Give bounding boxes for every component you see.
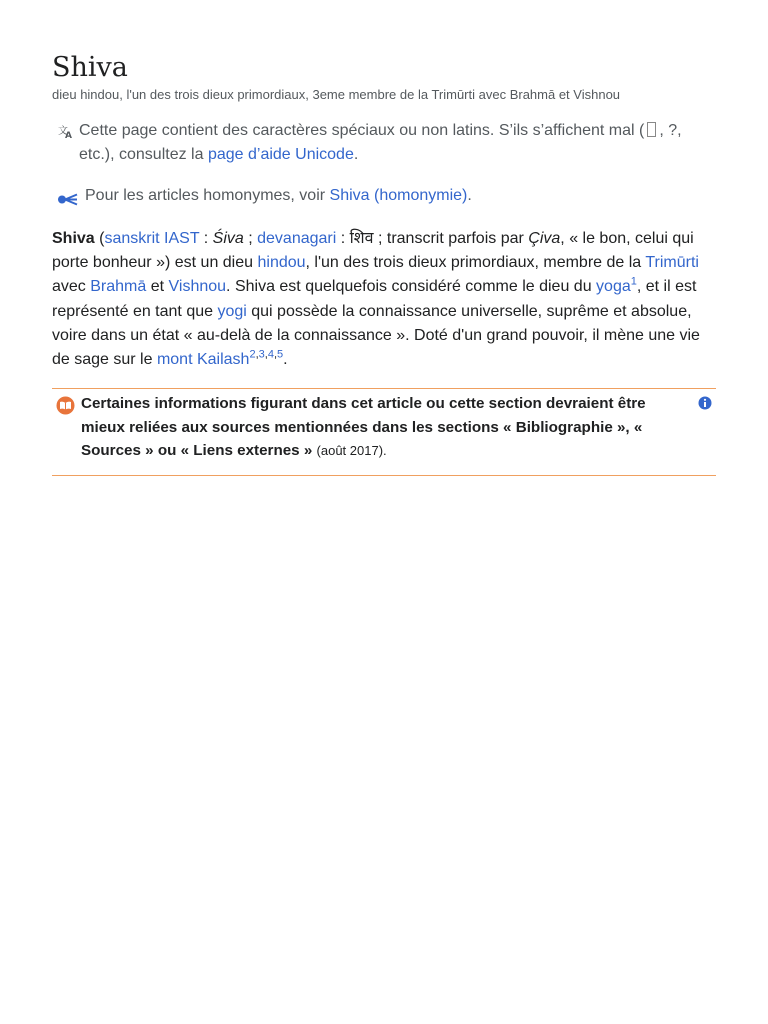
lead-text: . (283, 351, 288, 369)
lead-text: . Shiva est quelquefois considéré comme le dieu du (226, 278, 597, 296)
missing-glyph-icon (647, 122, 656, 137)
lead-text: avec (52, 278, 91, 296)
unicode-help-link[interactable]: page d’aide Unicode (207, 146, 354, 163)
lead-italic: Çiva (528, 230, 561, 247)
reference-4[interactable]: 4 (267, 348, 274, 361)
ambox-message: Certaines informations figurant dans cet article ou cette section devraient être mieux reliées aux sources mentionnées dans les sections « Bibliographie », « Sources » ou « Liens externes » (81, 395, 646, 460)
svg-text:A: A (65, 131, 72, 139)
sources-warning-box (52, 388, 716, 476)
svg-text:文: 文 (58, 126, 68, 137)
disambiguation-hatnote (52, 184, 716, 208)
yoga-link[interactable]: yoga (596, 278, 631, 296)
reference-3[interactable]: 3 (258, 348, 265, 361)
lead-text: , « le bon, celui qui porte bonheur ») est un dieu (52, 230, 694, 272)
kailash-link[interactable]: mont Kailash (156, 351, 250, 369)
ambox-date: (août 2017) (316, 443, 384, 459)
ambox-end: . (383, 443, 387, 459)
hatnote-text: Pour les articles homonymes, voir (85, 187, 330, 204)
vishnou-link[interactable]: Vishnou (168, 278, 227, 296)
info-icon[interactable] (698, 396, 712, 415)
disambiguation-icon (57, 190, 79, 214)
hatnote-text: Cette page contient des caractères spéciaux ou non latins. S’ils s’affichent mal ( (79, 122, 645, 139)
page-title: Shiva (52, 52, 128, 83)
hindou-link[interactable]: hindou (257, 254, 306, 272)
book-icon (56, 396, 75, 420)
reference-5[interactable]: 5 (277, 348, 284, 361)
lead-text: qui possède la connaissance universelle, suprême et absolue, voire dans un état « au-delà de la connaissance ». Doté d'un grand pouvoir, il mène une vie de sage sur le (52, 302, 700, 369)
trimurti-link[interactable]: Trimūrti (645, 254, 699, 272)
homonymie-link[interactable]: Shiva (homonymie) (329, 187, 468, 204)
devanagari-link[interactable]: devanagari (257, 230, 337, 247)
sanskrit-link[interactable]: sanskrit IAST (104, 230, 200, 247)
lead-text: : शिव ; transcrit parfois par (336, 230, 529, 247)
ambox-text (81, 392, 672, 463)
lead-text: et (146, 278, 169, 296)
lead-text: ; (243, 230, 258, 247)
unicode-hatnote (52, 119, 716, 167)
page-subtitle: dieu hindou, l'un des trois dieux primordiaux, 3eme membre de la Trimūrti avec Brahmā et Vishnou (52, 87, 621, 102)
lead-paragraph: Shiva (sanskrit IAST : Śiva ; devanagari : शिव ; transcrit parfois par Çiva, « le bon, celui qui porte bonheur ») est un dieu hindou, l'un des trois dieux primordiaux, membre de la Trimūrti avec Brahmā et Vishnou. Shiva est quelquefois considéré comme le dieu du yoga$^1$, et il est représenté en tant que yogi qui possède la connaissance universelle, suprême et absolue, voire dans un état « au-delà de la connaissance ». Doté d'un grand pouvoir, il mène une vie de sage sur le mont Kailash$^{2,3,4,5}$. (52, 230, 700, 369)
lead-text: , et il est représenté en tant que (52, 278, 697, 320)
reference-1[interactable]: 1 (630, 276, 637, 289)
reference-2[interactable]: 2 (249, 348, 256, 361)
yogi-link[interactable]: yogi (217, 302, 247, 320)
lead-italic: Śiva (212, 230, 244, 247)
article-page (0, 0, 768, 476)
translate-icon (58, 123, 74, 147)
hatnote-text: , ?, etc.), consultez la (79, 122, 682, 163)
lead-text: , l'un des trois dieux primordiaux, membre de la (305, 254, 646, 272)
hatnote-text: . (353, 146, 359, 163)
hatnote-text: . (467, 187, 472, 204)
lead-text: ( (94, 230, 105, 247)
brahma-link[interactable]: Brahmā (90, 278, 147, 296)
lead-bold-title: Shiva (52, 230, 95, 247)
lead-text: : (199, 230, 213, 247)
